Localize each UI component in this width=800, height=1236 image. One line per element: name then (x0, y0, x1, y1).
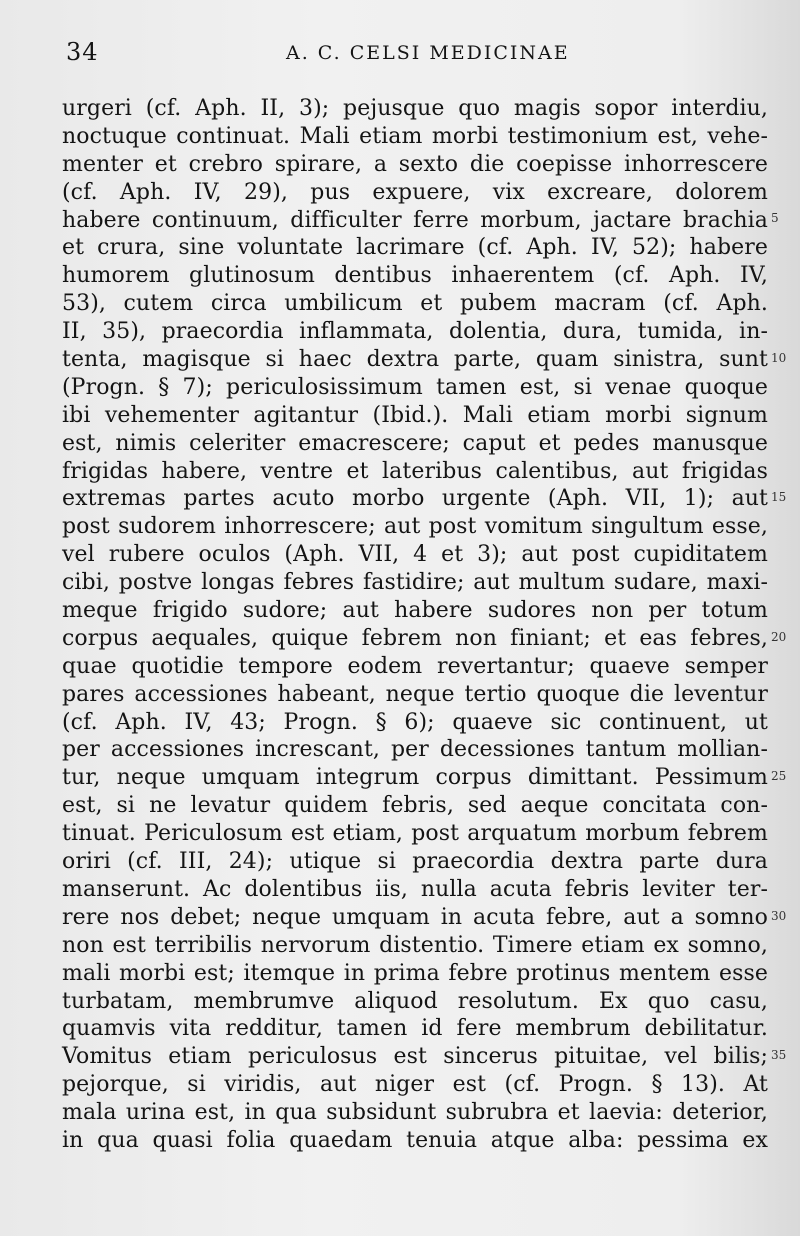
text-line: menter et crebro spirare, a sexto die coepisse inhorrescere (62, 151, 768, 177)
text-line: est, nimis celeriter emacrescere; caput et pedes manusque (62, 430, 768, 456)
line-number: 15 (771, 490, 787, 504)
text-line: oriri (cf. III, 24); utique si praecordia dextra parte dura (62, 849, 768, 875)
body-text (62, 95, 768, 1155)
page-number: 34 (66, 38, 99, 66)
page-header (66, 38, 766, 68)
text-line: meque frigido sudore; aut habere sudores non per totum (62, 598, 768, 624)
text-line: cibi, postve longas febres fastidire; aut multum sudare, maxi- (62, 570, 768, 596)
text-line: turbatam, membrumve aliquod resolutum. Ex quo casu, (62, 988, 768, 1014)
text-line: tinuat. Periculosum est etiam, post arquatum morbum febrem (62, 821, 768, 847)
text-line: rere nos debet; neque umquam in acuta febre, aut a somno (62, 904, 768, 930)
text-line: Vomitus etiam periculosus est sincerus pituitae, vel bilis; (62, 1044, 768, 1070)
text-line: 53), cutem circa umbilicum et pubem macram (cf. Aph. (62, 291, 768, 317)
text-line: pejorque, si viridis, aut niger est (cf. Progn. § 13). At (62, 1072, 768, 1098)
line-number: 20 (771, 630, 787, 644)
text-line: per accessiones increscant, per decessiones tantum mollian- (62, 737, 768, 763)
text-line: quamvis vita redditur, tamen id fere membrum debilitatur. (62, 1016, 768, 1042)
text-line: manserunt. Ac dolentibus iis, nulla acuta febris leviter ter- (62, 876, 768, 902)
text-line: non est terribilis nervorum distentio. Timere etiam ex somno, (62, 932, 768, 958)
text-line: mala urina est, in qua subsidunt subrubra et laevia: deterior, (62, 1100, 768, 1126)
running-head: A. C. CELSI MEDICINAE (286, 42, 570, 64)
line-number: 5 (771, 211, 779, 225)
text-line: mali morbi est; itemque in prima febre protinus mentem esse (62, 960, 768, 986)
text-line: quae quotidie tempore eodem revertantur; quaeve semper (62, 653, 768, 679)
text-line: tur, neque umquam integrum corpus dimittant. Pessimum (62, 765, 768, 791)
text-line: vel rubere oculos (Aph. VII, 4 et 3); aut post cupiditatem (62, 542, 768, 568)
text-line: noctuque continuat. Mali etiam morbi testimonium est, vehe- (62, 123, 768, 149)
text-line: (cf. Aph. IV, 43; Progn. § 6); quaeve sic continuent, ut (62, 709, 768, 735)
line-number: 30 (771, 909, 787, 923)
text-line: in qua quasi folia quaedam tenuia atque alba: pessima ex (62, 1127, 768, 1153)
text-line: tenta, magisque si haec dextra parte, quam sinistra, sunt (62, 347, 768, 373)
text-line: (Progn. § 7); periculosissimum tamen est, si venae quoque (62, 374, 768, 400)
text-line: corpus aequales, quique febrem non finiant; et eas febres, (62, 625, 768, 651)
text-line: urgeri (cf. Aph. II, 3); pejusque quo magis sopor interdiu, (62, 96, 768, 121)
line-number: 35 (771, 1048, 787, 1062)
text-line: frigidas habere, ventre et lateribus calentibus, aut frigidas (62, 458, 768, 484)
text-line: pares accessiones habeant, neque tertio quoque die leventur (62, 681, 768, 707)
text-line: est, si ne levatur quidem febris, sed aeque concitata con- (62, 793, 768, 819)
text-line: (cf. Aph. IV, 29), pus expuere, vix excreare, dolorem (62, 179, 768, 205)
text-line: II, 35), praecordia inflammata, dolentia, dura, tumida, in- (62, 319, 768, 345)
line-number: 25 (771, 769, 787, 783)
line-number: 10 (771, 351, 787, 365)
text-line: ibi vehementer agitantur (Ibid.). Mali etiam morbi signum (62, 402, 768, 428)
text-line: humorem glutinosum dentibus inhaerentem (cf. Aph. IV, (62, 263, 768, 289)
text-line: post sudorem inhorrescere; aut post vomitum singultum esse, (62, 514, 768, 540)
text-line: extremas partes acuto morbo urgente (Aph. VII, 1); aut (62, 486, 768, 512)
text-line: et crura, sine voluntate lacrimare (cf. Aph. IV, 52); habere (62, 235, 768, 261)
text-line: habere continuum, difficulter ferre morbum, jactare brachia (62, 207, 768, 233)
